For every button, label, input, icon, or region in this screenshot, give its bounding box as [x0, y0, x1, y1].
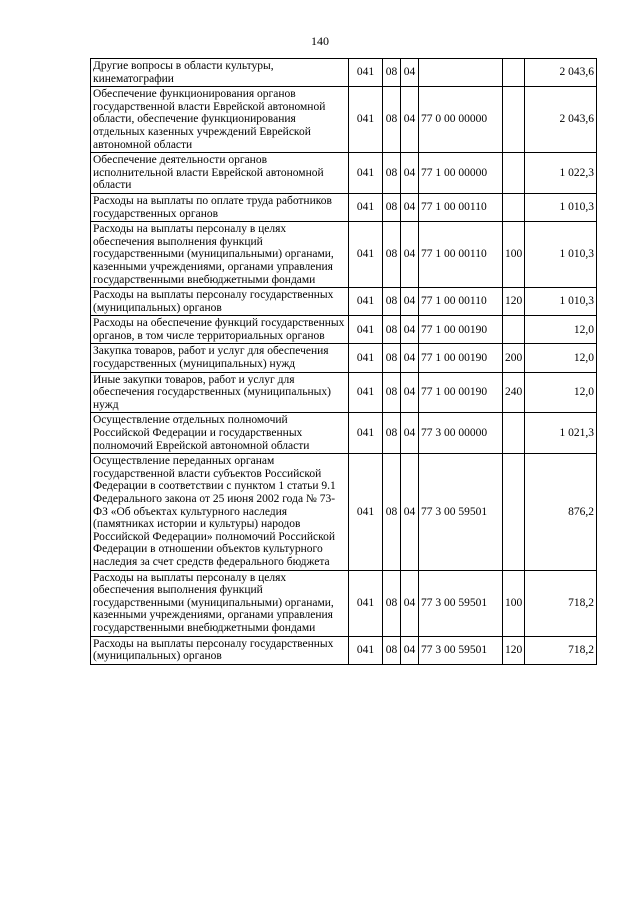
row-name-cell: Расходы на выплаты по оплате труда работников государственных органов: [91, 193, 349, 221]
amount-cell: 1 021,3: [525, 413, 597, 454]
ministry-code-cell: 041: [349, 87, 383, 153]
amount-cell: 1 010,3: [525, 288, 597, 316]
subsection-code-cell: 04: [401, 570, 419, 636]
subsection-code-cell: 04: [401, 316, 419, 344]
table-row: [91, 344, 597, 372]
target-article-cell: 77 1 00 00110: [419, 288, 503, 316]
expense-type-cell: [503, 413, 525, 454]
section-code-cell: 08: [383, 372, 401, 413]
row-name-cell: Обеспечение деятельности органов исполнительной власти Еврейской автономной области: [91, 153, 349, 194]
expense-type-cell: 120: [503, 636, 525, 664]
table-row: [91, 87, 597, 153]
target-article-cell: 77 3 00 59501: [419, 454, 503, 570]
amount-cell: 718,2: [525, 636, 597, 664]
section-code-cell: 08: [383, 87, 401, 153]
row-name-cell: Другие вопросы в области культуры, кинематографии: [91, 59, 349, 87]
target-article-cell: 77 1 00 00110: [419, 222, 503, 288]
subsection-code-cell: 04: [401, 344, 419, 372]
table-row: [91, 570, 597, 636]
subsection-code-cell: 04: [401, 454, 419, 570]
table-row: [91, 636, 597, 664]
section-code-cell: 08: [383, 153, 401, 194]
ministry-code-cell: 041: [349, 413, 383, 454]
expense-type-cell: 120: [503, 288, 525, 316]
target-article-cell: 77 1 00 00110: [419, 193, 503, 221]
ministry-code-cell: 041: [349, 59, 383, 87]
row-name-cell: Расходы на выплаты персоналу в целях обеспечения выполнения функций государственными (муниципальными) органами, казенными учреждениями, органами управления государственными внебюджетными фондами: [91, 570, 349, 636]
expense-type-cell: [503, 87, 525, 153]
table-row: [91, 413, 597, 454]
ministry-code-cell: 041: [349, 222, 383, 288]
subsection-code-cell: 04: [401, 59, 419, 87]
section-code-cell: 08: [383, 636, 401, 664]
section-code-cell: 08: [383, 222, 401, 288]
table-row: [91, 316, 597, 344]
table-row: [91, 59, 597, 87]
expense-type-cell: [503, 454, 525, 570]
table-row: [91, 222, 597, 288]
expense-type-cell: 240: [503, 372, 525, 413]
section-code-cell: 08: [383, 344, 401, 372]
ministry-code-cell: 041: [349, 372, 383, 413]
section-code-cell: 08: [383, 288, 401, 316]
subsection-code-cell: 04: [401, 288, 419, 316]
target-article-cell: 77 3 00 59501: [419, 636, 503, 664]
subsection-code-cell: 04: [401, 636, 419, 664]
table-body: [91, 59, 597, 665]
ministry-code-cell: 041: [349, 570, 383, 636]
row-name-cell: Иные закупки товаров, работ и услуг для обеспечения государственных (муниципальных) нужд: [91, 372, 349, 413]
amount-cell: 876,2: [525, 454, 597, 570]
table-row: [91, 288, 597, 316]
expense-type-cell: 200: [503, 344, 525, 372]
expense-type-cell: [503, 153, 525, 194]
ministry-code-cell: 041: [349, 193, 383, 221]
expense-type-cell: [503, 316, 525, 344]
row-name-cell: Расходы на выплаты персоналу государственных (муниципальных) органов: [91, 636, 349, 664]
row-name-cell: Осуществление переданных органам государственной власти субъектов Российской Федерации в соответствии с пунктом 1 статьи 9.1 Федерального закона от 25 июня 2002 года № 73-ФЗ «Об объектах культурного наследия (памятниках истории и культуры) народов Российской Федерации» полномочий Российской Федерации в отношении объектов культурного наследия за счет средств федерального бюджета: [91, 454, 349, 570]
amount-cell: 1 022,3: [525, 153, 597, 194]
budget-table: [90, 58, 597, 665]
amount-cell: 1 010,3: [525, 193, 597, 221]
target-article-cell: 77 1 00 00190: [419, 344, 503, 372]
expense-type-cell: [503, 193, 525, 221]
row-name-cell: Осуществление отдельных полномочий Российской Федерации и государственных полномочий Еврейской автономной области: [91, 413, 349, 454]
subsection-code-cell: 04: [401, 153, 419, 194]
ministry-code-cell: 041: [349, 636, 383, 664]
expense-type-cell: 100: [503, 570, 525, 636]
table-row: [91, 153, 597, 194]
subsection-code-cell: 04: [401, 193, 419, 221]
target-article-cell: 77 1 00 00000: [419, 153, 503, 194]
section-code-cell: 08: [383, 454, 401, 570]
section-code-cell: 08: [383, 570, 401, 636]
amount-cell: 12,0: [525, 316, 597, 344]
table-row: [91, 193, 597, 221]
expense-type-cell: 100: [503, 222, 525, 288]
amount-cell: 2 043,6: [525, 87, 597, 153]
target-article-cell: 77 3 00 59501: [419, 570, 503, 636]
target-article-cell: 77 1 00 00190: [419, 316, 503, 344]
ministry-code-cell: 041: [349, 316, 383, 344]
section-code-cell: 08: [383, 193, 401, 221]
subsection-code-cell: 04: [401, 413, 419, 454]
row-name-cell: Обеспечение функционирования органов государственной власти Еврейской автономной области, обеспечение функционирования отдельных казенных учреждений Еврейской автономной области: [91, 87, 349, 153]
ministry-code-cell: 041: [349, 288, 383, 316]
section-code-cell: 08: [383, 413, 401, 454]
subsection-code-cell: 04: [401, 372, 419, 413]
target-article-cell: 77 0 00 00000: [419, 87, 503, 153]
amount-cell: 12,0: [525, 372, 597, 413]
amount-cell: 1 010,3: [525, 222, 597, 288]
section-code-cell: 08: [383, 316, 401, 344]
section-code-cell: 08: [383, 59, 401, 87]
amount-cell: 718,2: [525, 570, 597, 636]
row-name-cell: Расходы на выплаты персоналу государственных (муниципальных) органов: [91, 288, 349, 316]
ministry-code-cell: 041: [349, 454, 383, 570]
amount-cell: 12,0: [525, 344, 597, 372]
ministry-code-cell: 041: [349, 344, 383, 372]
target-article-cell: 77 1 00 00190: [419, 372, 503, 413]
target-article-cell: 77 3 00 00000: [419, 413, 503, 454]
expense-type-cell: [503, 59, 525, 87]
row-name-cell: Расходы на обеспечение функций государственных органов, в том числе территориальных органов: [91, 316, 349, 344]
table-row: [91, 454, 597, 570]
amount-cell: 2 043,6: [525, 59, 597, 87]
subsection-code-cell: 04: [401, 87, 419, 153]
page-number: 140: [311, 34, 329, 48]
table-row: [91, 372, 597, 413]
row-name-cell: Закупка товаров, работ и услуг для обеспечения государственных (муниципальных) нужд: [91, 344, 349, 372]
row-name-cell: Расходы на выплаты персоналу в целях обеспечения выполнения функций государственными (муниципальными) органами, казенными учреждениями, органами управления государственными внебюджетными фондами: [91, 222, 349, 288]
target-article-cell: [419, 59, 503, 87]
subsection-code-cell: 04: [401, 222, 419, 288]
ministry-code-cell: 041: [349, 153, 383, 194]
